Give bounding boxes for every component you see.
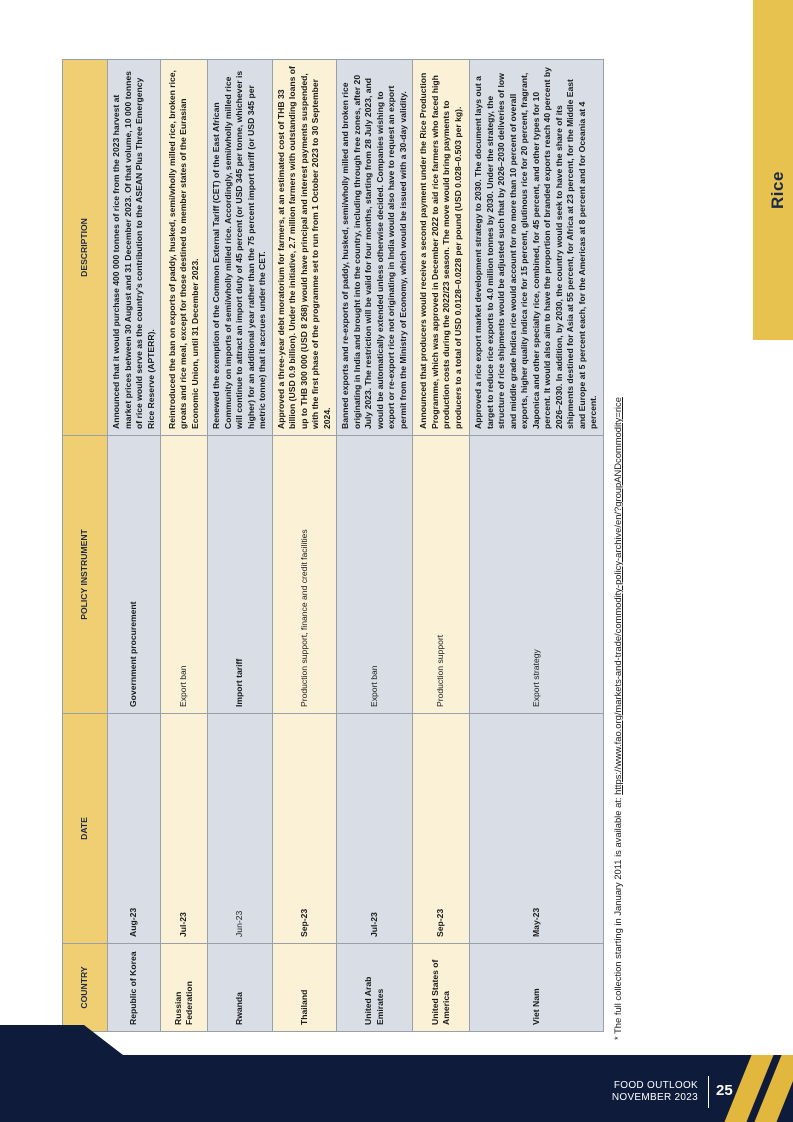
table-row	[161, 60, 208, 1032]
header-date: DATE	[63, 714, 108, 944]
date-cell: Aug-23	[108, 714, 161, 944]
table-row	[272, 60, 337, 1032]
footer-divider	[708, 1076, 709, 1108]
instrument-cell: Government procurement	[108, 436, 161, 714]
footnote-link[interactable]: https://www.fao.org/markets-and-trade/commodity-policy-archive/en/?groupANDcommodity=rice	[612, 397, 623, 795]
country-cell: Thailand	[272, 944, 337, 1032]
description-cell: Approved a three-year debt moratorium for farmers, at an estimated cost of THB 33 billion (USD 0.9 billion). Under the initiative, 2.7 million farmers with outstanding loans of up to THB 300 000 (USD 8 268) would have principal and interest payments suspended, with the first phase of the programme set to run from 1 October 2023 to 30 September 2024.	[272, 60, 337, 436]
instrument-cell: Import tariff	[208, 436, 273, 714]
description-cell: Reintroduced the ban on exports of paddy, husked, semi/wholly milled rice, broken rice, groats and rice meal, except for those destined to member states of the Eurasian Economic Union, until 31 December 2023.	[161, 60, 208, 436]
instrument-cell: Export ban	[337, 436, 413, 714]
header-policy-instrument: POLICY INSTRUMENT	[63, 436, 108, 714]
footnote-text: * The full collection starting in January 2011 is available at:	[612, 797, 623, 1040]
table-row	[108, 60, 161, 1032]
table-row	[337, 60, 413, 1032]
description-cell: Banned exports and re-exports of paddy, husked, semi/wholly milled and broken rice originating in India and brought into the country, including through free zones, after 20 July 2023. The restriction will be valid for four months, starting from 28 July 2023, and would be automatically extended unless otherwise decided. Companies wishing to export or re-export rice not originating in India would also have to request an export permit from the Ministry of Economy, which would be issued with a 30-day validity.	[337, 60, 413, 436]
country-cell: Republic of Korea	[108, 944, 161, 1032]
date-cell: Sep-23	[413, 714, 470, 944]
table-row	[413, 60, 470, 1032]
footnote	[612, 397, 626, 1040]
country-cell: Russian Federation	[161, 944, 208, 1032]
date-cell: May-23	[470, 714, 604, 944]
instrument-cell: Production support	[413, 436, 470, 714]
table-row	[208, 60, 273, 1032]
description-cell: Approved a rice export market development strategy to 2030. The document lays out a target to reduce rice exports to 4.0 million tonnes by 2030. Under the strategy, the structure of rice shipments would be adjusted such that by 2026–2030 deliveries of low and middle grade Indica rice would account for no more than 10 percent of overall exports, higher quality indica rice for 15 percent, glutinous rice for 20 percent, fragrant, Japonica and other specialty rice, combined, for 45 percent, and other types for 10 percent. It would also aim to have the proportion of branded exports reach 40 percent by 2026–2030. In addition, by 2030, the country would seek to have the share of its shipments destined for Asia at 55 percent, for Africa at 23 percent, for the Middle East and Europe at 5 percent each, for the Americas at 8 percent and for Oceania at 4 percent.	[470, 60, 604, 436]
page-number: 25	[716, 1082, 733, 1099]
description-cell: Renewed the exemption of the Common External Tariff (CET) of the East African Community on imports of semi/wholly milled rice. Accordingly, semi/wholly milled rice will continue to attract an import duty of 45 percent (or USD 345 per tonne, whichever is higher) for an additional year rather than the 75 percent import tariff (or USD 345 per metric tonne) that it accrues under the CET.	[208, 60, 273, 436]
description-cell: Announced that producers would receive a second payment under the Rice Production Programme, which was approved in December 2022 to aid rice farmers who faced high production costs during the 2022/23 season. The move would bring payments to producers to a total of USD 0.0128–0.0228 per pound (USD 0.028–0.503 per kg).	[413, 60, 470, 436]
country-cell: United States of America	[413, 944, 470, 1032]
footer-publication	[612, 1080, 698, 1104]
description-cell: Announced that it would purchase 400 000 tonnes of rice from the 2023 harvest at market prices between 30 August and 31 December 2023. Of that volume, 10 000 tonnes of rice would serve as the country's contribution to the ASEAN Plus Three Emergency Rice Reserve (APTERR).	[108, 60, 161, 436]
policy-table-container	[62, 60, 598, 1032]
instrument-cell: Production support, finance and credit facilities	[272, 436, 337, 714]
country-cell: Rwanda	[208, 944, 273, 1032]
instrument-cell: Export strategy	[470, 436, 604, 714]
date-cell: Jun-23	[208, 714, 273, 944]
table-row	[470, 60, 604, 1032]
policy-table	[62, 59, 604, 1032]
header-description: DESCRIPTION	[63, 60, 108, 436]
footer-publication-name: FOOD OUTLOOK	[613, 1080, 698, 1091]
instrument-cell: Export ban	[161, 436, 208, 714]
footer-publication-date: NOVEMBER 2023	[611, 1092, 698, 1103]
country-cell: United Arab Emirates	[337, 944, 413, 1032]
header-country: COUNTRY	[63, 944, 108, 1032]
date-cell: Jul-23	[337, 714, 413, 944]
date-cell: Jul-23	[161, 714, 208, 944]
table-header-row	[63, 60, 108, 1032]
section-title: Rice	[768, 171, 787, 209]
date-cell: Sep-23	[272, 714, 337, 944]
section-tab-point	[753, 300, 793, 340]
country-cell: Viet Nam	[470, 944, 604, 1032]
